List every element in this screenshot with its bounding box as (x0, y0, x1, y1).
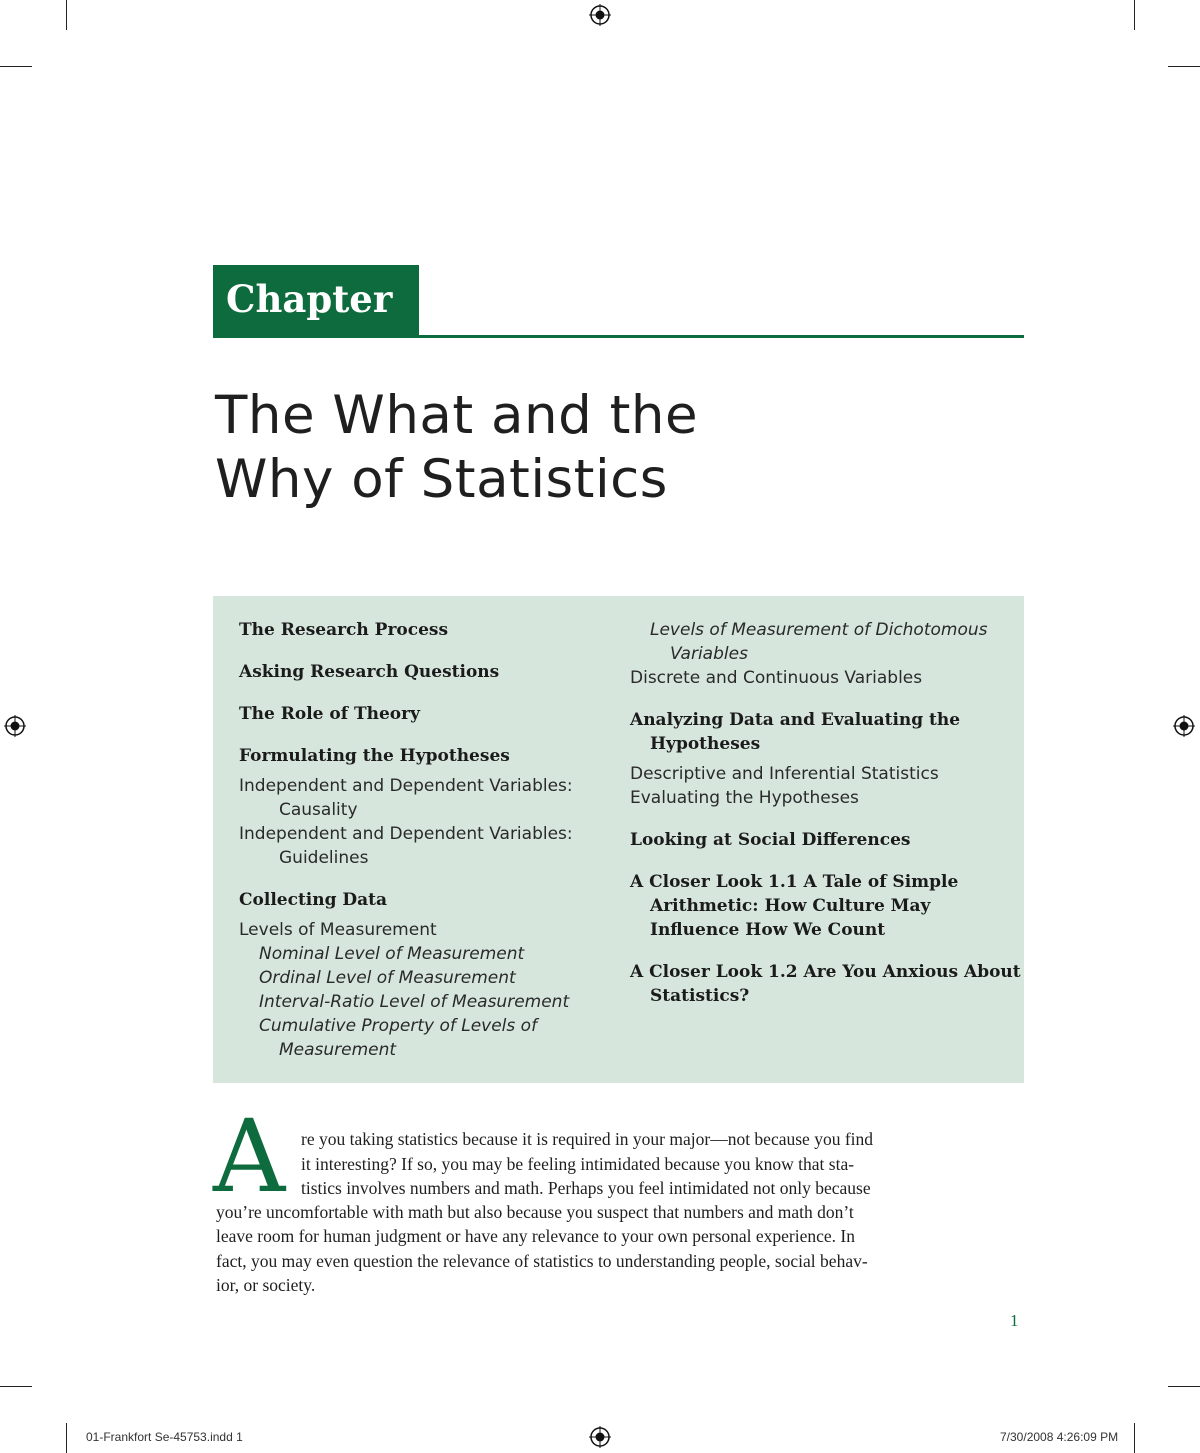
outline-heading: Collecting Data (239, 890, 388, 910)
body-text-line: leave room for human judgment or have any relevance to your own personal experience. In (216, 1226, 855, 1246)
crop-mark (1134, 0, 1135, 30)
chapter-title-line: Why of Statistics (215, 449, 668, 510)
outline-subsubitem: Variables (670, 644, 748, 664)
outline-subsubitem: Measurement (279, 1040, 397, 1060)
crop-mark (0, 1386, 32, 1387)
body-text-line: tistics involves numbers and math. Perhaps you feel intimidated not only because (301, 1178, 871, 1198)
chapter-outline (213, 596, 1024, 1083)
chapter-title-line: The What and the (215, 385, 699, 446)
outline-heading: Arithmetic: How Culture May (650, 896, 931, 916)
body-text-line: fact, you may even question the relevance of statistics to understanding people, social behav- (216, 1251, 868, 1271)
body-text-line: it interesting? If so, you may be feeling intimidated because you know that sta- (301, 1154, 855, 1174)
outline-subsubitem: Interval-Ratio Level of Measurement (259, 992, 570, 1012)
chapter-title (215, 384, 915, 512)
outline-heading: The Research Process (239, 620, 449, 640)
outline-right-column (630, 618, 1021, 1008)
crop-mark (1168, 1386, 1200, 1387)
outline-subitem: Discrete and Continuous Variables (630, 668, 923, 688)
outline-subitem: Evaluating the Hypotheses (630, 788, 859, 808)
body-text-line: ior, or society. (216, 1275, 316, 1295)
outline-subsubitem: Ordinal Level of Measurement (259, 968, 516, 988)
outline-subitem: Independent and Dependent Variables: (239, 824, 573, 844)
registration-mark-icon (1173, 715, 1195, 737)
outline-heading: Influence How We Count (650, 920, 886, 940)
outline-heading: A Closer Look 1.1 A Tale of Simple (630, 872, 959, 892)
crop-mark (1168, 66, 1200, 67)
page-number: 1 (1010, 1311, 1019, 1330)
outline-subitem: Independent and Dependent Variables: (239, 776, 573, 796)
body-text-line: you’re uncomfortable with math but also because you suspect that numbers and math don’t (216, 1202, 854, 1222)
outline-heading: Looking at Social Differences (630, 830, 911, 850)
outline-heading: Asking Research Questions (239, 662, 500, 682)
crop-mark (66, 1423, 67, 1453)
crop-mark (66, 0, 67, 30)
outline-heading: Analyzing Data and Evaluating the (630, 710, 961, 730)
outline-subitem: Descriptive and Inferential Statistics (630, 764, 939, 784)
crop-mark (1134, 1423, 1135, 1453)
slug-file: 01-Frankfort Se-45753.indd 1 (86, 1430, 243, 1444)
chapter-label: Chapter 1 (213, 265, 419, 338)
body-text-line: re you taking statistics because it is required in your major—not because you find (301, 1129, 874, 1149)
outline-subitem: Levels of Measurement (239, 920, 437, 940)
registration-mark-icon (4, 715, 26, 737)
outline-subitem: Guidelines (279, 848, 369, 868)
outline-heading: Hypotheses (650, 734, 761, 754)
outline-heading: The Role of Theory (239, 704, 420, 724)
outline-subsubitem: Nominal Level of Measurement (259, 944, 525, 964)
slug-timestamp: 7/30/2008 4:26:09 PM (1000, 1430, 1119, 1444)
outline-subsubitem: Levels of Measurement of Dichotomous (650, 620, 988, 640)
outline-left-column (239, 618, 609, 1062)
chapter-rule (419, 335, 1024, 338)
registration-mark-icon (589, 4, 611, 26)
registration-mark-icon (589, 1426, 611, 1448)
crop-mark (0, 66, 32, 67)
drop-cap: A (213, 1098, 286, 1215)
outline-subsubitem: Cumulative Property of Levels of (259, 1016, 538, 1036)
outline-subitem: Causality (279, 800, 358, 820)
outline-heading: Formulating the Hypotheses (239, 746, 510, 766)
outline-heading: Statistics? (650, 986, 750, 1006)
outline-heading: A Closer Look 1.2 Are You Anxious About (630, 962, 1021, 982)
